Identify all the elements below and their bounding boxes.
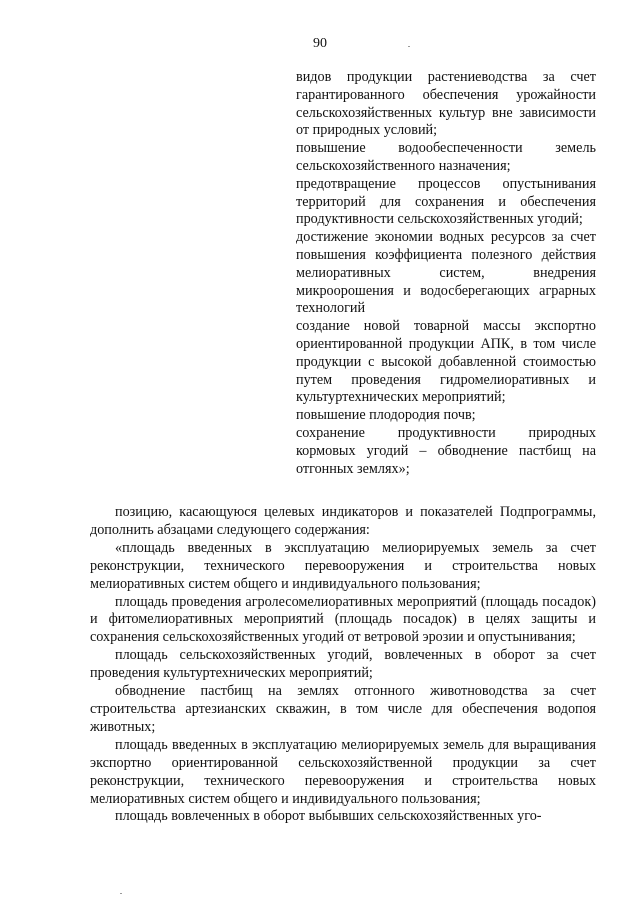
list-item: сохранение продуктивности природных кормовых угодий – обводнение пастбищ на отгонных землях»; [296, 424, 596, 477]
list-item: повышение водообеспеченности земель сельскохозяйственного назначения; [296, 140, 596, 174]
paragraph: площадь введенных в эксплуатацию мелиорируемых земель для выращивания экспортно ориентированной сельскохозяйственной продукции за счет реконструкции, технического перевооружения и строительства новых мелиоративных систем общего и индивидуального пользования; [90, 736, 596, 807]
paragraph: позицию, касающуюся целевых индикаторов и показателей Подпрограммы, дополнить абзацами следующего содержания: [90, 504, 596, 538]
list-item: создание новой товарной массы экспортно ориентированной продукции АПК, в том числе продукции с высокой добавленной стоимостью путем проведения гидромелиоративных и культуртехнических мероприятий; [296, 318, 596, 406]
right-column-text [296, 69, 596, 478]
list-item: предотвращение процессов опустынивания территорий для сохранения и обеспечения продуктивности сельскохозяйственных угодий; [296, 175, 596, 228]
paragraph: площадь сельскохозяйственных угодий, вовлеченных в оборот за счет проведения культуртехнических мероприятий; [90, 647, 596, 682]
paragraph: обводнение пастбищ на землях отгонного животноводства за счет строительства артезианских скважин, в том числе для обеспечения водопоя животных; [90, 683, 596, 735]
scan-speck [408, 46, 410, 47]
body-text [90, 504, 596, 826]
paragraph: площадь вовлеченных в оборот выбывших сельскохозяйственных уго- [115, 808, 542, 825]
paragraph: «площадь введенных в эксплуатацию мелиорируемых земель за счет реконструкции, технического перевооружения и строительства новых мелиоративных систем общего и индивидуального пользования; [90, 539, 596, 592]
scan-speck [120, 893, 122, 894]
list-item: достижение экономии водных ресурсов за счет повышения коэффициента полезного действия мелиоративных систем, внедрения микроорошения и водосберегающих аграрных технологий [296, 229, 596, 317]
paragraph: площадь проведения агролесомелиоративных мероприятий (площадь посадок) и фитомелиоративных мероприятий (площадь посадок) в целях защиты и сохранения сельскохозяйственных угодий от ветровой эрозии и опустынивания; [90, 593, 596, 646]
list-item: видов продукции растениеводства за счет гарантированного обеспечения урожайности сельскохозяйственных культур вне зависимости от природных условий; [296, 69, 596, 139]
list-item: повышение плодородия почв; [296, 407, 476, 424]
page-number: 90 [313, 36, 327, 51]
